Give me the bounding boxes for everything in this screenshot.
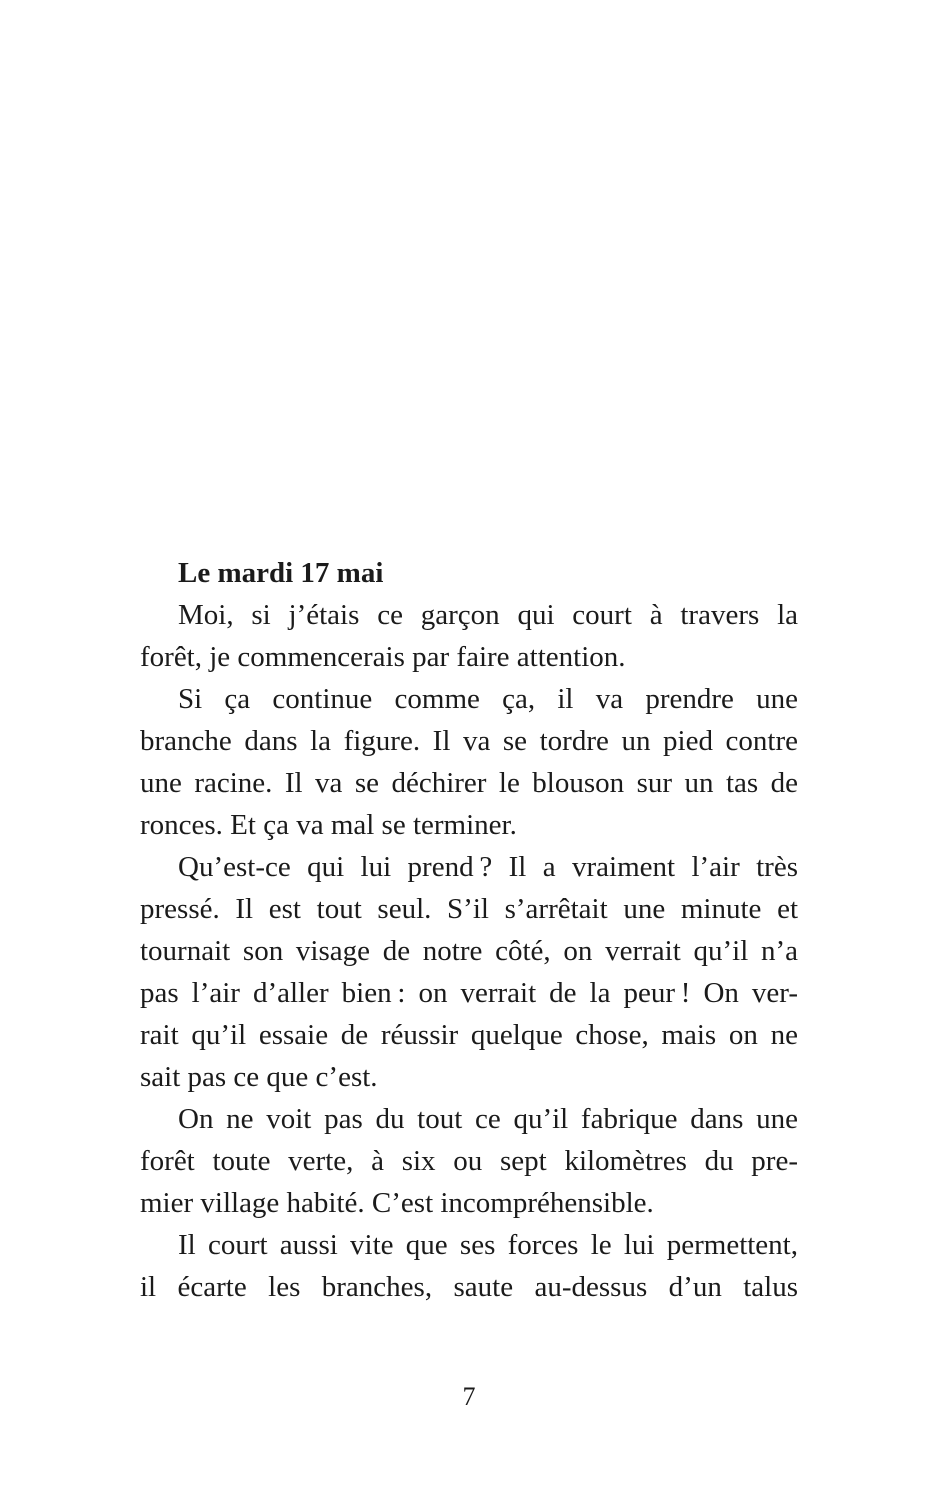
text-line: sait pas ce que c’est. [140, 1061, 378, 1093]
text-line: mier village habité. C’est incompréhensible. [140, 1187, 654, 1219]
paragraph [140, 1224, 798, 1308]
text-line: pas l’air d’aller bien : on verrait de la peur ! On ver- [140, 977, 798, 1009]
text-block [140, 552, 798, 1308]
text-line: ronces. Et ça va mal se terminer. [140, 809, 517, 841]
text-line: forêt toute verte, à six ou sept kilomètres du pre- [140, 1145, 798, 1177]
text-line: forêt, je commencerais par faire attention. [140, 641, 626, 673]
text-line: tournait son visage de notre côté, on verrait qu’il n’a [140, 935, 798, 967]
text-line: il écarte les branches, saute au-dessus d’un talus [140, 1271, 798, 1303]
text-line: une racine. Il va se déchirer le blouson sur un tas de [140, 767, 798, 799]
section-heading: Le mardi 17 mai [178, 557, 384, 589]
text-line: branche dans la figure. Il va se tordre un pied contre [140, 725, 798, 757]
paragraph [140, 1098, 798, 1224]
text-line: rait qu’il essaie de réussir quelque chose, mais on ne [140, 1019, 798, 1051]
text-line: Moi, si j’étais ce garçon qui court à travers la [178, 599, 798, 631]
text-line: Il court aussi vite que ses forces le lui permettent, [178, 1229, 798, 1261]
paragraph [140, 594, 798, 678]
text-line: On ne voit pas du tout ce qu’il fabrique dans une [178, 1103, 798, 1135]
text-line: Si ça continue comme ça, il va prendre une [178, 683, 798, 715]
paragraph [140, 846, 798, 1098]
text-line: pressé. Il est tout seul. S’il s’arrêtait une minute et [140, 893, 798, 925]
paragraph [140, 678, 798, 846]
text-line: Qu’est-ce qui lui prend ? Il a vraiment l’air très [178, 851, 798, 883]
page-number: 7 [462, 1382, 476, 1411]
